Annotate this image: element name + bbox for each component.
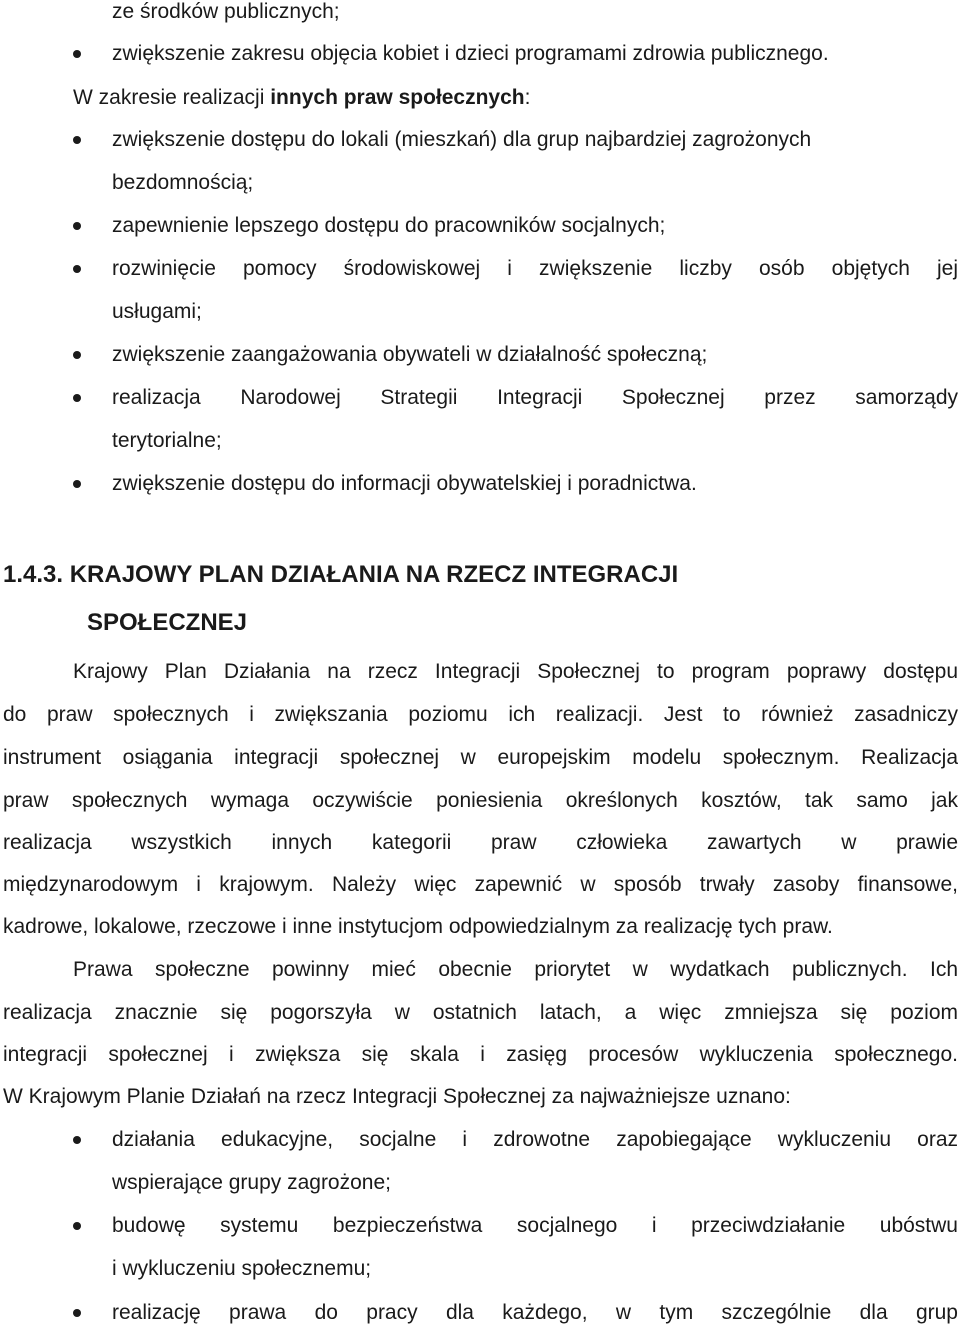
list-item: zwiększenie dostępu do lokali (mieszkań) dla grup najbardziej zagrożonych: [112, 128, 812, 151]
paragraph-line: praw społecznych wymaga oczywiście poniesienia określonych kosztów, tak samo jak: [3, 789, 958, 812]
bullet-icon: [73, 1222, 81, 1230]
list-item: realizacja Narodowej Strategii Integracji Społecznej przez samorządy: [112, 386, 958, 409]
paragraph-line: kadrowe, lokalowe, rzeczowe i inne instytucjom odpowiedzialnym za realizację tych praw.: [3, 915, 833, 938]
intro-prefix: W zakresie realizacji: [73, 86, 271, 109]
paragraph-line: W Krajowym Planie Działań na rzecz Integracji Społecznej za najważniejsze uznano:: [3, 1085, 791, 1108]
paragraph-line: międzynarodowym i krajowym. Należy więc zapewnić w sposób trwały zasoby finansowe,: [3, 873, 958, 896]
bullet-icon: [73, 394, 81, 402]
bullet-icon: [73, 351, 81, 359]
paragraph-line: do praw społecznych i zwiększania poziomu ich realizacji. Jest to również zasadniczy: [3, 703, 958, 726]
paragraph-line: integracji społecznej i zwiększa się skala i zasięg procesów wykluczenia społecznego.: [3, 1043, 958, 1066]
bullet-icon: [73, 265, 81, 273]
section-heading-continuation: SPOŁECZNEJ: [87, 609, 248, 636]
bullet-icon: [73, 1136, 81, 1144]
list-item-continuation: wspierające grupy zagrożone;: [112, 1171, 391, 1194]
list-item-continuation: ze środków publicznych;: [112, 0, 340, 23]
bullet-icon: [73, 480, 81, 488]
paragraph-line: instrument osiągania integracji społecznej w europejskim modelu społecznym. Realizacja: [3, 746, 958, 769]
paragraph-line: Prawa społeczne powinny mieć obecnie priorytet w wydatkach publicznych. Ich: [73, 958, 958, 981]
list-item: zapewnienie lepszego dostępu do pracowników socjalnych;: [112, 214, 666, 237]
list-item: zwiększenie zakresu objęcia kobiet i dzieci programami zdrowia publicznego.: [112, 42, 829, 65]
intro-line: [73, 86, 530, 110]
list-item-continuation: terytorialne;: [112, 429, 222, 452]
bullet-icon: [73, 222, 81, 230]
list-item-continuation: bezdomnością;: [112, 171, 254, 194]
section-heading: 1.4.3. KRAJOWY PLAN DZIAŁANIA NA RZECZ INTEGRACJI: [3, 561, 679, 588]
bullet-icon: [73, 1309, 81, 1317]
intro-suffix: :: [524, 86, 531, 109]
bullet-icon: [73, 50, 81, 58]
list-item: zwiększenie zaangażowania obywateli w działalność społeczną;: [112, 343, 708, 366]
paragraph-line: realizacja znacznie się pogorszyła w ostatnich latach, a więc zmniejsza się poziom: [3, 1001, 958, 1024]
list-item: rozwinięcie pomocy środowiskowej i zwiększenie liczby osób objętych jej: [112, 257, 958, 280]
list-item: działania edukacyjne, socjalne i zdrowotne zapobiegające wykluczeniu oraz: [112, 1128, 958, 1151]
list-item: realizację prawa do pracy dla każdego, w tym szczególnie dla grup: [112, 1301, 958, 1324]
list-item-continuation: i wykluczeniu społecznemu;: [112, 1257, 372, 1280]
bullet-icon: [73, 136, 81, 144]
paragraph-line: realizacja wszystkich innych kategorii praw człowieka zawartych w prawie: [3, 831, 958, 854]
paragraph-line: Krajowy Plan Działania na rzecz Integracji Społecznej to program poprawy dostępu: [73, 660, 958, 683]
list-item-continuation: usługami;: [112, 300, 202, 323]
intro-bold: innych praw społecznych: [270, 86, 525, 109]
list-item: budowę systemu bezpieczeństwa socjalnego i przeciwdziałanie ubóstwu: [112, 1214, 958, 1237]
list-item: zwiększenie dostępu do informacji obywatelskiej i poradnictwa.: [112, 472, 697, 495]
